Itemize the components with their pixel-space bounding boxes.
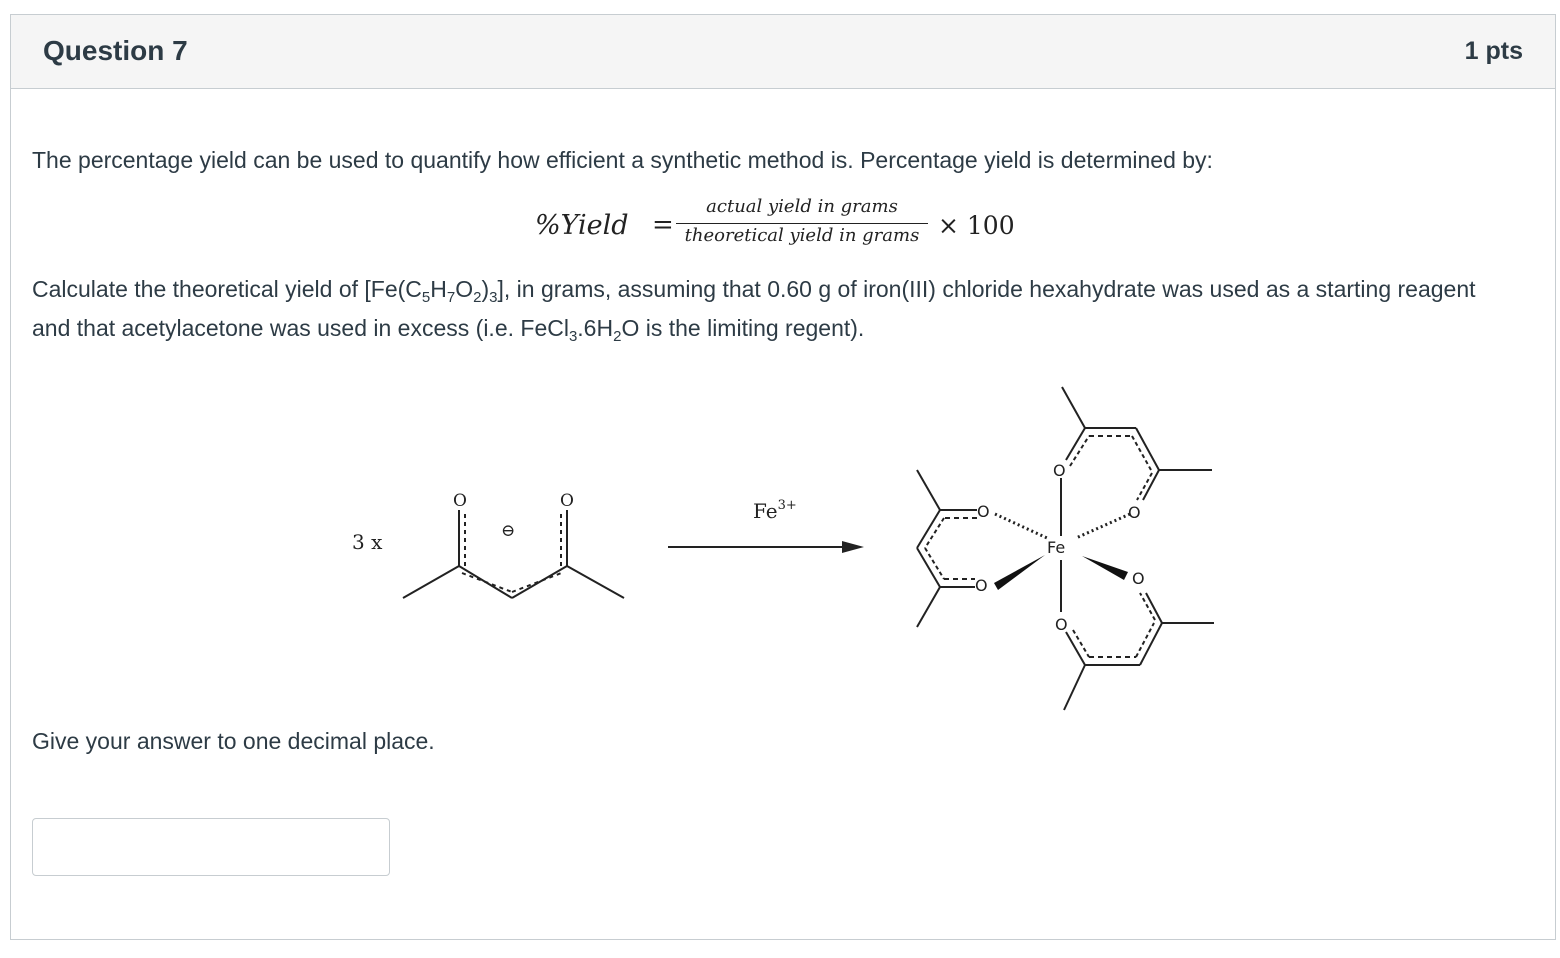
wedge-bond [994, 555, 1045, 590]
oxygen-atom-label: O [560, 491, 574, 511]
multiplier-label: 3 x [352, 530, 383, 554]
oxygen-atom-label: O [1053, 461, 1066, 480]
question-header [11, 15, 1555, 89]
formula-denominator: theoretical yield in grams [684, 225, 920, 246]
negative-charge-icon: ⊖ [501, 521, 516, 541]
oxygen-atom-label: O [453, 491, 467, 511]
iron-atom-label: Fe [1047, 538, 1066, 557]
formula-equals: = [652, 210, 674, 240]
calculation-paragraph: Calculate the theoretical yield of $[Fe(C_5H_7O_2)_3]$, in grams, assuming that 0.60 g of iron(III) chloride hexahydrate was used as a starting reagent and that acetylacetone was used in excess (i.e. $FeCl_3.6H_2O$ is the limiting regent). [32, 276, 1476, 345]
yield-formula [0, 192, 1560, 262]
oxygen-atom-label: O [977, 502, 990, 521]
answer-input[interactable] [32, 818, 390, 876]
formula-multiplier: × 100 [938, 211, 1015, 240]
fe-acac3-complex [917, 387, 1214, 710]
reaction-scheme [330, 378, 1230, 718]
formula-numerator: actual yield in grams [706, 196, 898, 217]
reagent-label: $Fe^{3+}$ [753, 498, 797, 523]
fraction-bar [676, 223, 928, 224]
oxygen-atom-label: O [1055, 615, 1068, 634]
intro-paragraph: The percentage yield can be used to quantify how efficient a synthetic method is. Percentage yield is determined by: [32, 147, 1213, 173]
oxygen-atom-label: O [1128, 503, 1141, 522]
question-title: Question 7 [43, 35, 188, 66]
reaction-arrow [668, 541, 864, 553]
wedge-bond [1082, 556, 1128, 580]
formula-lhs: %Yield [535, 210, 629, 241]
question-points: 1 pts [1464, 37, 1523, 65]
instruction-text: Give your answer to one decimal place. [32, 728, 435, 754]
oxygen-atom-label: O [1132, 569, 1145, 588]
oxygen-atom-label: O [975, 576, 988, 595]
